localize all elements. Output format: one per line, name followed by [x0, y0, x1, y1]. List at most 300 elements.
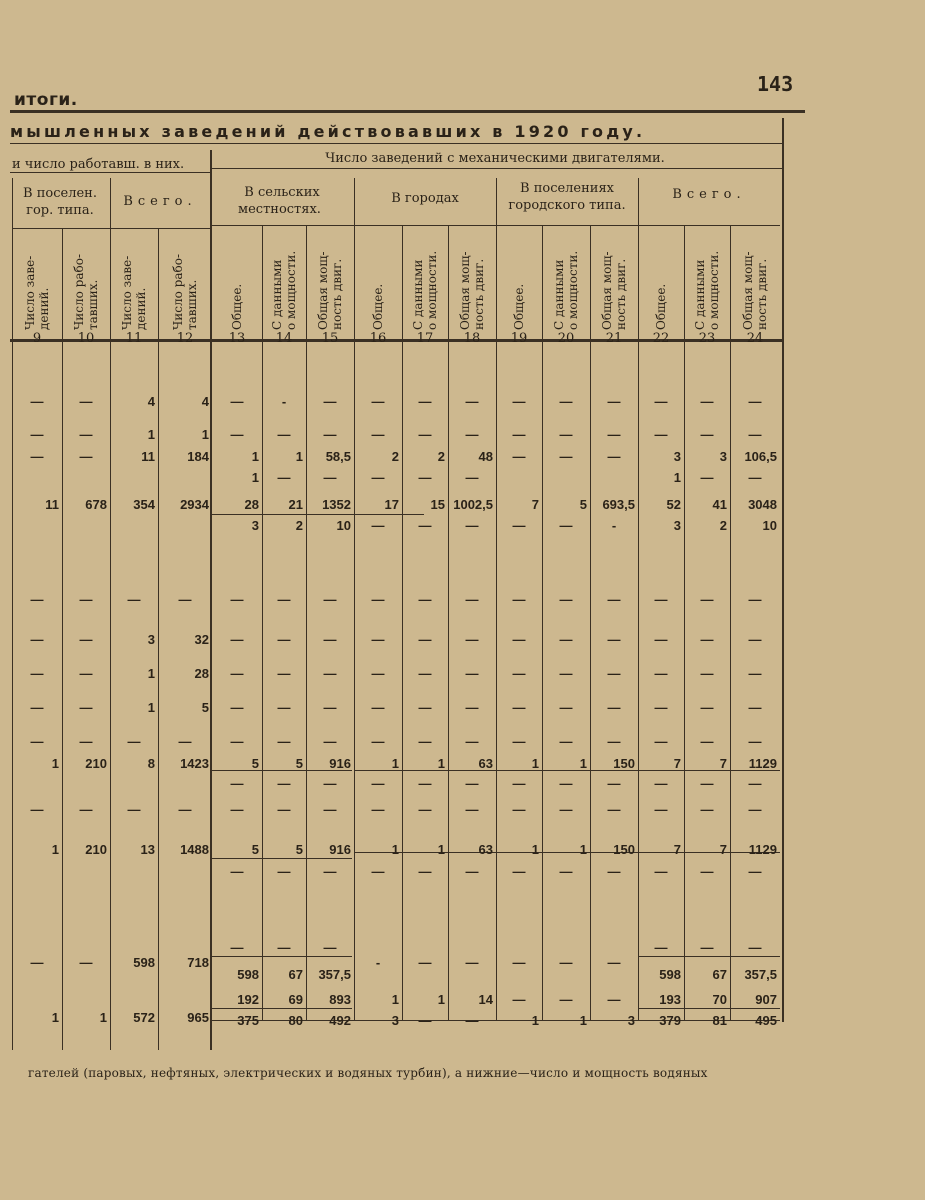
table-cell: —	[30, 802, 44, 817]
table-cell: —	[323, 592, 337, 607]
table-cell: 7	[719, 842, 727, 857]
table-cell: —	[559, 776, 573, 791]
table-cell: 3	[147, 632, 155, 647]
table-cell: —	[465, 955, 479, 970]
table-cell: —	[230, 802, 244, 817]
table-cell: 192	[237, 992, 259, 1007]
table-cell: —	[700, 802, 714, 817]
table-cell: —	[418, 734, 432, 749]
table-cell: 1	[579, 1013, 587, 1028]
table-cell: 3	[673, 518, 681, 533]
table-cell: 357,5	[318, 967, 351, 982]
table-cell: —	[30, 632, 44, 647]
table-cell: 1	[437, 756, 445, 771]
column-number: 17	[416, 331, 434, 346]
grid-vline	[306, 225, 307, 1020]
table-cell: —	[79, 666, 93, 681]
table-cell: 907	[755, 992, 777, 1007]
table-cell: 1423	[180, 756, 209, 771]
column-label: Общая мощ-	[458, 251, 472, 330]
table-cell: 916	[329, 842, 351, 857]
table-cell: 2	[719, 518, 727, 533]
table-cell: —	[559, 632, 573, 647]
grid-vline	[590, 225, 591, 1020]
table-cell: —	[127, 734, 141, 749]
table-cell: —	[30, 427, 44, 442]
table-cell: -	[375, 955, 381, 970]
table-cell: —	[418, 427, 432, 442]
table-cell: —	[559, 666, 573, 681]
table-cell: —	[512, 592, 526, 607]
table-cell: —	[748, 776, 762, 791]
table-cell: 1	[51, 842, 59, 857]
table-cell: —	[700, 734, 714, 749]
table-cell: 1	[531, 756, 539, 771]
table-cell: —	[371, 734, 385, 749]
table-cell: 5	[295, 756, 303, 771]
column-label: дений.	[134, 287, 148, 330]
column-number: 22	[652, 331, 670, 346]
table-cell: —	[654, 940, 668, 955]
table-cell: —	[748, 864, 762, 879]
table-cell: 1	[201, 427, 209, 442]
table-cell: 492	[329, 1013, 351, 1028]
column-number: 16	[369, 331, 387, 346]
table-cell: 965	[187, 1010, 209, 1025]
table-cell: —	[79, 734, 93, 749]
group-underline	[212, 514, 424, 515]
header-towns-1: В поселениях	[520, 181, 614, 196]
table-cell: —	[323, 394, 337, 409]
table-cell: —	[418, 700, 432, 715]
table-cell: 5	[251, 756, 259, 771]
table-cell: —	[559, 518, 573, 533]
table-cell: —	[512, 700, 526, 715]
table-cell: 1	[99, 1010, 107, 1025]
table-cell: —	[79, 427, 93, 442]
table-cell: —	[700, 700, 714, 715]
table-cell: 1	[673, 470, 681, 485]
header-cities: В городах	[391, 191, 459, 206]
table-cell: —	[178, 802, 192, 817]
table-cell: —	[512, 518, 526, 533]
table-cell: —	[230, 734, 244, 749]
table-cell: —	[230, 776, 244, 791]
group-underline	[212, 858, 352, 859]
table-cell: 354	[133, 497, 155, 512]
table-cell: 80	[288, 1013, 303, 1028]
table-cell: —	[418, 632, 432, 647]
table-cell: 210	[85, 842, 107, 857]
table-cell: 48	[478, 449, 493, 464]
column-label: о мощности.	[707, 250, 721, 330]
table-cell: —	[127, 592, 141, 607]
table-cell: —	[418, 802, 432, 817]
table-cell: 572	[133, 1010, 155, 1025]
table-cell: 67	[288, 967, 303, 982]
column-label: С данными	[693, 259, 707, 330]
table-cell: 67	[712, 967, 727, 982]
column-label: Общая мощ-	[316, 251, 330, 330]
grid-vline	[262, 225, 263, 1020]
table-cell: 1002,5	[453, 497, 493, 512]
table-cell: —	[418, 518, 432, 533]
column-label: тавших.	[86, 279, 100, 330]
table-cell: —	[654, 776, 668, 791]
table-cell: —	[30, 592, 44, 607]
table-cell: —	[512, 666, 526, 681]
table-cell: —	[323, 470, 337, 485]
table-cell: —	[323, 734, 337, 749]
column-label: ность двиг.	[755, 258, 769, 330]
table-cell: —	[465, 776, 479, 791]
table-cell: —	[230, 666, 244, 681]
table-cell: —	[230, 394, 244, 409]
table-cell: —	[700, 864, 714, 879]
table-cell: —	[418, 470, 432, 485]
table-cell: —	[277, 802, 291, 817]
table-cell: —	[277, 700, 291, 715]
table-cell: 1	[579, 756, 587, 771]
table-cell: 598	[659, 967, 681, 982]
table-cell: —	[418, 864, 432, 879]
table-cell: 1	[251, 470, 259, 485]
table-cell: —	[230, 592, 244, 607]
table-cell: —	[418, 666, 432, 681]
column-label: Число рабо-	[72, 254, 86, 330]
table-cell: —	[512, 394, 526, 409]
table-cell: 5	[201, 700, 209, 715]
table-cell: 13	[140, 842, 155, 857]
header-poselen-2: гор. типа.	[26, 203, 94, 218]
table-cell: 4	[147, 394, 155, 409]
table-cell: —	[79, 700, 93, 715]
column-number: 14	[275, 331, 293, 346]
table-cell: —	[371, 470, 385, 485]
rule-under-workers-group	[10, 172, 210, 173]
table-cell: —	[465, 802, 479, 817]
table-cell: —	[559, 592, 573, 607]
table-cell: 1	[531, 1013, 539, 1028]
table-cell: -	[281, 394, 287, 409]
table-cell: 2	[391, 449, 399, 464]
table-cell: —	[371, 776, 385, 791]
table-cell: 7	[531, 497, 539, 512]
table-cell: —	[30, 394, 44, 409]
table-cell: 184	[187, 449, 209, 464]
table-cell: 1	[147, 427, 155, 442]
column-label: о мощности.	[566, 250, 580, 330]
table-cell: —	[465, 864, 479, 879]
table-cell: —	[748, 470, 762, 485]
table-cell: —	[79, 394, 93, 409]
table-cell: 14	[478, 992, 493, 1007]
table-cell: —	[371, 632, 385, 647]
table-cell: —	[371, 427, 385, 442]
table-cell: 1	[391, 992, 399, 1007]
grid-vline	[782, 118, 784, 1022]
table-cell: —	[559, 992, 573, 1007]
table-cell: —	[607, 734, 621, 749]
table-cell: —	[559, 734, 573, 749]
footnote: гателей (паровых, нефтяных, электрических и водяных турбин), а нижние—число и мощность водяных	[28, 1066, 708, 1080]
table-cell: —	[700, 394, 714, 409]
table-cell: 1129	[748, 756, 777, 771]
table-cell: —	[230, 632, 244, 647]
table-cell: —	[371, 394, 385, 409]
table-cell: 17	[384, 497, 399, 512]
table-cell: 106,5	[744, 449, 777, 464]
table-cell: —	[30, 449, 44, 464]
table-cell: 210	[85, 756, 107, 771]
column-number: 15	[321, 331, 339, 346]
table-cell: 1	[531, 842, 539, 857]
header-vsego-workers: Всего.	[123, 194, 197, 209]
table-cell: 1	[295, 449, 303, 464]
table-cell: —	[654, 700, 668, 715]
table-cell: —	[512, 449, 526, 464]
table-cell: —	[465, 1013, 479, 1028]
table-cell: —	[559, 700, 573, 715]
table-cell: 7	[673, 756, 681, 771]
column-label: Общая мощ-	[741, 251, 755, 330]
column-label: Число заве-	[120, 255, 134, 330]
column-label: ность двиг.	[330, 258, 344, 330]
column-number: 23	[698, 331, 716, 346]
table-cell: —	[607, 864, 621, 879]
table-cell: 11	[45, 497, 59, 512]
column-number: 19	[510, 331, 528, 346]
table-cell: —	[465, 734, 479, 749]
table-cell: —	[418, 955, 432, 970]
table-cell: 150	[613, 842, 635, 857]
header-rural-2: местностях.	[238, 202, 321, 217]
table-cell: —	[607, 632, 621, 647]
column-label: тавших.	[185, 279, 199, 330]
table-cell: 678	[85, 497, 107, 512]
table-cell: —	[277, 666, 291, 681]
column-label: Число рабо-	[171, 254, 185, 330]
column-number: 20	[557, 331, 575, 346]
table-cell: —	[465, 470, 479, 485]
table-cell: —	[30, 700, 44, 715]
table-cell: —	[323, 427, 337, 442]
table-cell: —	[418, 1013, 432, 1028]
column-label: ность двиг.	[472, 258, 486, 330]
table-cell: —	[512, 427, 526, 442]
column-number: 11	[125, 331, 143, 346]
running-head: итоги.	[14, 90, 78, 110]
table-cell: —	[465, 427, 479, 442]
table-cell: —	[607, 700, 621, 715]
table-cell: —	[559, 427, 573, 442]
table-cell: 32	[194, 632, 209, 647]
table-cell: 63	[478, 756, 493, 771]
table-cell: —	[323, 802, 337, 817]
table-cell: 893	[329, 992, 351, 1007]
table-cell: —	[607, 802, 621, 817]
table-cell: 3	[391, 1013, 399, 1028]
table-cell: —	[607, 776, 621, 791]
table-cell: 7	[673, 842, 681, 857]
table-cell: —	[607, 394, 621, 409]
table-cell: 598	[133, 955, 155, 970]
table-cell: —	[323, 666, 337, 681]
table-cell: 1	[391, 842, 399, 857]
table-cell: —	[465, 394, 479, 409]
table-cell: —	[79, 449, 93, 464]
table-cell: —	[654, 592, 668, 607]
table-cell: —	[559, 802, 573, 817]
table-cell: —	[607, 992, 621, 1007]
table-cell: —	[654, 864, 668, 879]
grid-vline	[12, 178, 13, 1050]
grid-vline	[110, 178, 111, 1050]
table-cell: —	[465, 700, 479, 715]
table-cell: —	[700, 427, 714, 442]
table-cell: —	[559, 864, 573, 879]
table-cell: 495	[755, 1013, 777, 1028]
table-cell: 1	[51, 756, 59, 771]
header-group-workers: и число работавш. в них.	[12, 157, 185, 172]
table-cell: —	[700, 940, 714, 955]
column-label: С данными	[270, 259, 284, 330]
column-number: 13	[228, 331, 246, 346]
table-cell: 1	[391, 756, 399, 771]
table-title: мышленных заведений действовавших в 1920 году.	[10, 122, 646, 141]
table-cell: —	[700, 666, 714, 681]
table-cell: 1	[251, 449, 259, 464]
table-cell: 41	[712, 497, 727, 512]
table-cell: —	[371, 518, 385, 533]
table-cell: 1	[437, 992, 445, 1007]
table-cell: 916	[329, 756, 351, 771]
table-cell: 2934	[180, 497, 209, 512]
table-cell: —	[654, 632, 668, 647]
table-cell: —	[277, 632, 291, 647]
table-cell: —	[700, 470, 714, 485]
table-cell: —	[559, 955, 573, 970]
table-cell: —	[323, 700, 337, 715]
column-label: Общее.	[512, 283, 526, 330]
table-cell: —	[654, 802, 668, 817]
table-cell: —	[465, 666, 479, 681]
table-cell: —	[323, 632, 337, 647]
table-cell: 21	[288, 497, 303, 512]
rule-under-title	[10, 143, 782, 144]
rule-sub-workers	[12, 228, 210, 229]
table-cell: —	[230, 864, 244, 879]
table-cell: —	[748, 700, 762, 715]
table-cell: —	[277, 427, 291, 442]
table-cell: 70	[712, 992, 727, 1007]
table-cell: —	[607, 955, 621, 970]
table-cell: 357,5	[744, 967, 777, 982]
column-label: о мощности.	[284, 250, 298, 330]
table-cell: —	[418, 394, 432, 409]
table-cell: —	[654, 427, 668, 442]
table-cell: —	[178, 592, 192, 607]
table-cell: 52	[666, 497, 681, 512]
table-cell: —	[512, 734, 526, 749]
table-cell: 3	[251, 518, 259, 533]
table-cell: —	[748, 802, 762, 817]
table-cell: —	[700, 632, 714, 647]
rule-under-mech-group	[210, 168, 782, 169]
table-cell: 58,5	[325, 449, 351, 464]
table-cell: 375	[237, 1013, 259, 1028]
table-cell: —	[465, 518, 479, 533]
column-number: 12	[176, 331, 194, 346]
table-cell: —	[748, 427, 762, 442]
table-cell: 150	[613, 756, 635, 771]
table-cell: —	[79, 802, 93, 817]
group-underline	[212, 1008, 352, 1009]
table-cell: 8	[147, 756, 155, 771]
table-cell: 1488	[180, 842, 209, 857]
table-cell: —	[607, 449, 621, 464]
table-cell: 3	[719, 449, 727, 464]
table-cell: -	[611, 518, 617, 533]
table-cell: 10	[762, 518, 777, 533]
group-underline	[212, 956, 352, 957]
table-cell: 1	[147, 666, 155, 681]
table-cell: —	[559, 449, 573, 464]
table-cell: 693,5	[602, 497, 635, 512]
table-cell: —	[371, 802, 385, 817]
table-cell: 3048	[748, 497, 777, 512]
table-cell: —	[418, 776, 432, 791]
group-underline	[638, 1008, 780, 1009]
table-cell: —	[30, 955, 44, 970]
table-cell: —	[79, 955, 93, 970]
table-cell: —	[607, 592, 621, 607]
table-cell: —	[512, 802, 526, 817]
table-cell: 10	[336, 518, 351, 533]
table-cell: —	[512, 632, 526, 647]
table-cell: —	[654, 734, 668, 749]
table-cell: —	[277, 864, 291, 879]
table-cell: —	[371, 592, 385, 607]
column-number: 10	[77, 331, 95, 346]
table-cell: 15	[430, 497, 445, 512]
table-cell: —	[512, 864, 526, 879]
column-label: Общее.	[230, 283, 244, 330]
table-cell: 28	[194, 666, 209, 681]
table-cell: —	[323, 776, 337, 791]
header-poselen-1: В поселен.	[23, 186, 97, 201]
table-cell: —	[748, 666, 762, 681]
grid-vline	[730, 225, 731, 1020]
table-cell: —	[371, 666, 385, 681]
column-number: 24	[746, 331, 764, 346]
table-cell: 63	[478, 842, 493, 857]
table-cell: 379	[659, 1013, 681, 1028]
table-cell: 81	[712, 1013, 727, 1028]
table-cell: —	[465, 592, 479, 607]
table-cell: 28	[244, 497, 259, 512]
header-towns-2: городского типа.	[508, 198, 626, 213]
column-label: Число заве-	[23, 255, 37, 330]
table-cell: 2	[295, 518, 303, 533]
header-group-mech: Число заведений с механическими двигателями.	[325, 151, 665, 166]
table-cell: —	[748, 394, 762, 409]
table-cell: 598	[237, 967, 259, 982]
head-rule	[10, 110, 805, 113]
table-cell: —	[700, 592, 714, 607]
table-cell: —	[30, 734, 44, 749]
column-label: Общая мощ-	[600, 251, 614, 330]
